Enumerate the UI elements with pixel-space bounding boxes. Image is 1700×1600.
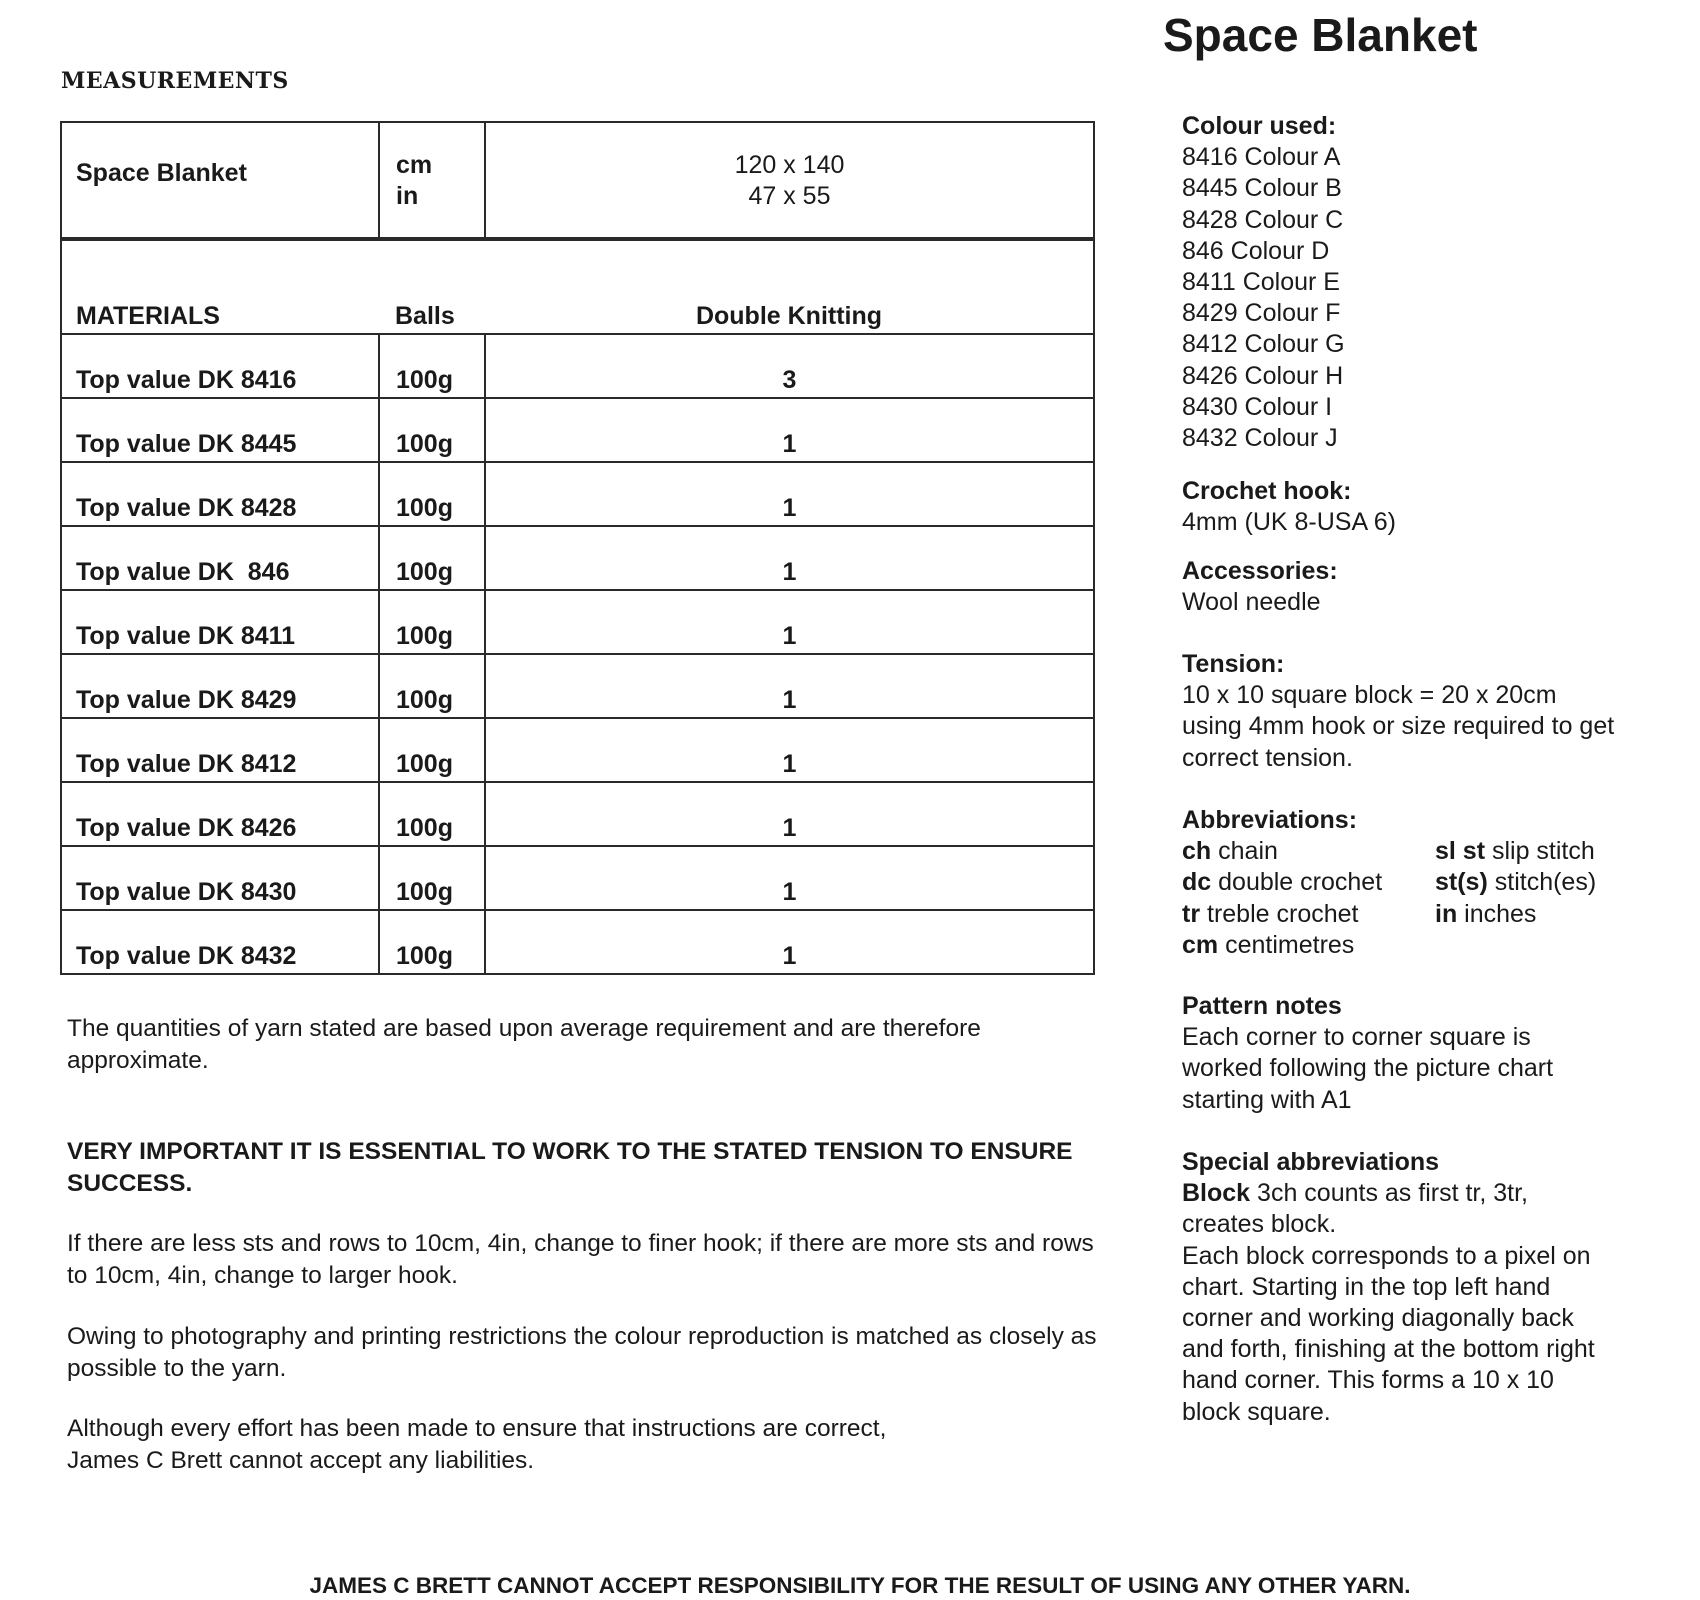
size-cm: 120 x 140 — [734, 151, 845, 179]
hook-change-note: If there are less sts and rows to 10cm, 4in, change to finer hook; if there are more sts and rows to 10cm, 4in, change to larger hook. — [67, 1230, 1094, 1289]
yarn-name: Top value DK 8430 — [61, 846, 379, 910]
double-knitting-header: Double Knitting — [485, 238, 1094, 334]
table-row — [61, 910, 1094, 974]
hook-size: 4mm (UK 8-USA 6) — [1182, 508, 1396, 537]
colour-item: 8432 Colour J — [1182, 424, 1338, 453]
abbreviation-term: sl st — [1435, 837, 1486, 866]
table-row — [61, 654, 1094, 718]
abbreviation-item — [1182, 930, 1435, 961]
ball-quantity: 1 — [485, 398, 1094, 462]
accessories-value: Wool needle — [1182, 588, 1321, 617]
special-abbreviations-line: Each block corresponds to a pixel on — [1182, 1241, 1591, 1270]
ball-quantity: 1 — [485, 654, 1094, 718]
special-abbreviations-line: corner and working diagonally back — [1182, 1304, 1574, 1333]
abbreviation-term: tr — [1182, 899, 1201, 928]
colour-item: 8429 Colour F — [1182, 299, 1341, 328]
ball-weight: 100g — [379, 782, 485, 846]
ball-quantity: 1 — [485, 526, 1094, 590]
measurements-heading: MEASUREMENTS — [61, 68, 289, 94]
abbreviation-meaning: slip stitch — [1485, 837, 1595, 866]
abbreviation-term: in — [1435, 899, 1458, 928]
hook-heading: Crochet hook: — [1182, 477, 1352, 505]
special-abbreviations-line: hand corner. This forms a 10 x 10 — [1182, 1366, 1554, 1395]
abbreviation-meaning: chain — [1211, 837, 1278, 866]
table-row — [61, 526, 1094, 590]
abbreviation-item — [1435, 836, 1692, 867]
balls-header: Balls — [379, 238, 485, 334]
special-abbreviations-line: block square. — [1182, 1397, 1331, 1426]
liability-note — [67, 1413, 1107, 1477]
colour-item: 8412 Colour G — [1182, 330, 1345, 359]
tension-line: using 4mm hook or size required to get — [1182, 712, 1615, 741]
page-title: Space Blanket — [1163, 9, 1478, 61]
special-abbreviations-line: and forth, finishing at the bottom right — [1182, 1335, 1595, 1364]
abbreviations-section — [1182, 805, 1692, 961]
abbreviation-meaning: stitch(es) — [1487, 868, 1597, 897]
colour-item: 8430 Colour I — [1182, 392, 1333, 421]
abbreviation-item — [1182, 867, 1435, 898]
abbreviation-item — [1435, 899, 1692, 930]
abbreviation-item — [1182, 899, 1435, 930]
table-row — [61, 334, 1094, 398]
ball-quantity: 1 — [485, 718, 1094, 782]
table-row — [61, 462, 1094, 526]
unit-in: in — [396, 182, 419, 210]
abbreviation-meaning: treble crochet — [1200, 899, 1359, 928]
colour-item: 8426 Colour H — [1182, 361, 1344, 390]
ball-quantity: 1 — [485, 846, 1094, 910]
special-block-line — [1182, 1178, 1692, 1209]
colour-item: 8428 Colour C — [1182, 205, 1344, 234]
ball-weight: 100g — [379, 334, 485, 398]
abbreviation-term: cm — [1182, 930, 1219, 959]
unit-cm: cm — [396, 151, 433, 179]
measurements-table — [60, 121, 1095, 241]
special-abbreviations-text — [1182, 1209, 1692, 1427]
ball-weight: 100g — [379, 462, 485, 526]
table-row — [61, 782, 1094, 846]
pattern-notes-heading: Pattern notes — [1182, 992, 1342, 1020]
important-note: VERY IMPORTANT IT IS ESSENTIAL TO WORK TO THE STATED TENSION TO ENSURE SUCCESS. — [67, 1138, 1073, 1197]
table-row — [61, 718, 1094, 782]
tension-line: correct tension. — [1182, 743, 1353, 772]
table-row — [61, 846, 1094, 910]
abbreviations-list — [1182, 836, 1692, 961]
quantities-note: The quantities of yarn stated are based upon average requirement and are therefore approximate. — [67, 1015, 981, 1074]
colour-item: 846 Colour D — [1182, 236, 1330, 265]
tension-line: 10 x 10 square block = 20 x 20cm — [1182, 681, 1557, 710]
abbreviation-meaning: double crochet — [1211, 868, 1383, 897]
accessories-heading: Accessories: — [1182, 557, 1338, 585]
size-in: 47 x 55 — [748, 182, 831, 210]
special-abbreviations-line: chart. Starting in the top left hand — [1182, 1272, 1551, 1301]
special-abbreviations-line: creates block. — [1182, 1210, 1337, 1239]
abbreviation-item — [1435, 867, 1692, 898]
yarn-name: Top value DK 8428 — [61, 462, 379, 526]
abbreviation-term: st(s) — [1435, 868, 1488, 897]
ball-weight: 100g — [379, 718, 485, 782]
materials-header: MATERIALS — [61, 238, 379, 334]
yarn-name: Top value DK 846 — [61, 526, 379, 590]
measurement-units — [379, 122, 485, 240]
ball-weight: 100g — [379, 654, 485, 718]
ball-weight: 100g — [379, 590, 485, 654]
photography-note: Owing to photography and printing restrictions the colour reproduction is matched as closely as possible to the yarn. — [67, 1323, 1097, 1382]
colour-item: 8445 Colour B — [1182, 174, 1342, 203]
measurement-values — [485, 122, 1094, 240]
table-row — [61, 590, 1094, 654]
special-block-abbr: Block — [1182, 1179, 1251, 1208]
abbreviations-heading: Abbreviations: — [1182, 806, 1358, 834]
abbreviation-term: dc — [1182, 868, 1212, 897]
materials-header-row — [61, 238, 1094, 334]
footer-disclaimer: JAMES C BRETT CANNOT ACCEPT RESPONSIBILITY FOR THE RESULT OF USING ANY OTHER YARN. — [309, 1573, 1411, 1598]
pattern-notes-line: worked following the picture chart — [1182, 1054, 1554, 1083]
ball-weight: 100g — [379, 910, 485, 974]
colour-item: 8411 Colour E — [1182, 268, 1340, 297]
measurement-item: Space Blanket — [61, 122, 379, 240]
table-row — [61, 398, 1094, 462]
colour-item: 8416 Colour A — [1182, 143, 1341, 172]
pattern-notes-section — [1182, 991, 1692, 1116]
table-row — [61, 122, 1094, 240]
materials-table — [60, 237, 1095, 975]
abbreviation-meaning: inches — [1457, 899, 1537, 928]
pattern-notes-line: Each corner to corner square is — [1182, 1023, 1531, 1052]
special-abbreviations-heading: Special abbreviations — [1182, 1148, 1440, 1176]
ball-weight: 100g — [379, 398, 485, 462]
abbreviation-term: ch — [1182, 837, 1212, 866]
ball-weight: 100g — [379, 846, 485, 910]
tension-heading: Tension: — [1182, 650, 1285, 678]
special-block-text: 3ch counts as first tr, 3tr, — [1250, 1179, 1528, 1208]
colour-heading: Colour used: — [1182, 112, 1337, 140]
ball-quantity: 3 — [485, 334, 1094, 398]
hook-section — [1182, 476, 1692, 538]
yarn-name: Top value DK 8412 — [61, 718, 379, 782]
liability-line-1: Although every effort has been made to ensure that instructions are correct, — [67, 1415, 887, 1442]
yarn-name: Top value DK 8411 — [61, 590, 379, 654]
ball-quantity: 1 — [485, 590, 1094, 654]
colour-section — [1182, 111, 1692, 454]
abbreviation-meaning: centimetres — [1218, 930, 1355, 959]
special-abbreviations-section — [1182, 1147, 1692, 1428]
ball-quantity: 1 — [485, 462, 1094, 526]
ball-weight: 100g — [379, 526, 485, 590]
liability-line-2: James C Brett cannot accept any liabilities. — [67, 1447, 535, 1474]
tension-section — [1182, 649, 1692, 774]
pattern-notes-line: starting with A1 — [1182, 1085, 1352, 1114]
yarn-name: Top value DK 8445 — [61, 398, 379, 462]
yarn-name: Top value DK 8416 — [61, 334, 379, 398]
colour-list — [1182, 142, 1692, 454]
accessories-section — [1182, 556, 1692, 618]
ball-quantity: 1 — [485, 782, 1094, 846]
yarn-name: Top value DK 8426 — [61, 782, 379, 846]
ball-quantity: 1 — [485, 910, 1094, 974]
abbreviation-item — [1182, 836, 1435, 867]
yarn-name: Top value DK 8432 — [61, 910, 379, 974]
yarn-name: Top value DK 8429 — [61, 654, 379, 718]
